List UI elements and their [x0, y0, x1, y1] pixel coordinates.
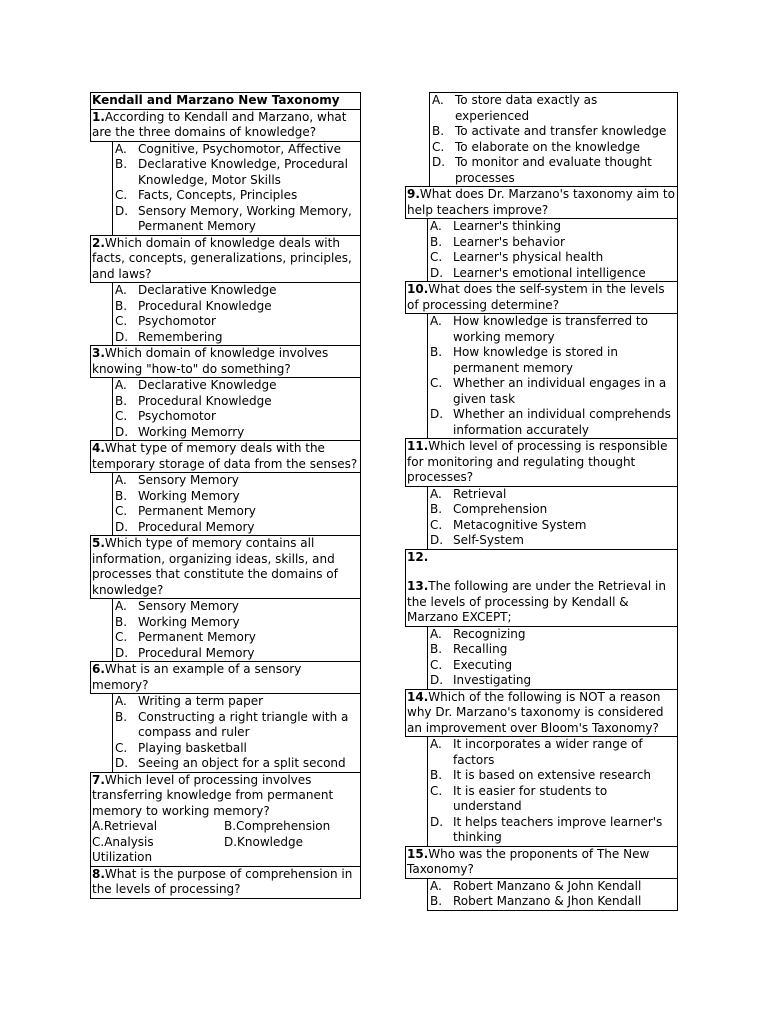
option-letter: D. — [115, 203, 129, 218]
answer-option[interactable] — [113, 394, 360, 410]
option-letter: C. — [115, 504, 128, 518]
option-text: Constructing a right triangle with a compass and ruler — [138, 709, 349, 739]
option-letter: C. — [115, 409, 128, 423]
question-stem: Which level of processing is responsible for monitoring and regulating thought processes? — [407, 439, 668, 484]
option-letter: A. — [115, 283, 127, 297]
question-number: 12. — [407, 549, 429, 564]
option-letter: C. — [115, 630, 128, 644]
answer-option[interactable] — [113, 157, 360, 188]
option-text: Recalling — [453, 642, 508, 656]
option-text: Retrieval — [453, 486, 507, 501]
answer-option[interactable] — [428, 768, 677, 784]
option-text: Declarative Knowledge — [138, 283, 277, 297]
option-letter: B. — [430, 345, 443, 359]
question-stem: What is the purpose of comprehension in the levels of processing? — [92, 866, 353, 896]
option-letter: D. — [430, 407, 444, 421]
option-letter: B. — [430, 894, 443, 908]
question-text — [91, 773, 360, 820]
option-letter: D. — [430, 265, 444, 280]
question-15 — [405, 846, 678, 879]
question-stem: The following are under the Retrieval in the levels of processing by Kendall & Marzano EXCEPT; — [407, 579, 666, 624]
question-14-options — [427, 736, 678, 847]
option-text: Learner's thinking — [453, 219, 561, 233]
answer-option[interactable] — [428, 658, 677, 674]
question-number: 4. — [92, 441, 105, 455]
option-letter: A. — [115, 473, 127, 487]
option-text: Self-System — [453, 533, 524, 547]
right-column — [405, 93, 678, 911]
option-text: Working Memory — [138, 488, 240, 503]
answer-option[interactable] — [113, 409, 360, 425]
option-letter: B. — [115, 298, 128, 313]
question-number: 13. — [407, 579, 429, 593]
question-2 — [90, 235, 361, 284]
option-text: Facts, Concepts, Principles — [138, 188, 298, 202]
option-text: To elaborate on the knowledge — [455, 139, 640, 154]
question-options — [427, 486, 678, 550]
option-text: Executing — [453, 657, 513, 672]
question-number: 11. — [407, 439, 429, 453]
question-options — [112, 282, 361, 346]
question-options — [427, 218, 678, 282]
question-number: 7. — [92, 772, 105, 787]
question-stem: Who was the proponents of The New Taxonomy? — [407, 846, 650, 876]
option-letter: D. — [430, 673, 444, 687]
answer-option[interactable] — [113, 188, 360, 204]
question-number: 2. — [92, 235, 105, 250]
option-a[interactable]: A.Retrieval — [92, 819, 158, 833]
option-letter: D. — [115, 519, 129, 534]
answer-option[interactable] — [113, 756, 360, 772]
question-14 — [405, 689, 678, 738]
option-text: Whether an individual comprehends information accurately — [453, 407, 671, 437]
answer-option[interactable] — [428, 250, 677, 266]
option-letter: C. — [115, 314, 128, 328]
question-text — [91, 536, 360, 598]
answer-option[interactable] — [113, 204, 360, 235]
question-stem: What does the self-system in the levels of processing determine? — [407, 282, 665, 312]
option-text: Permanent Memory — [138, 504, 256, 518]
question-12 — [406, 550, 677, 566]
answer-option[interactable] — [428, 784, 677, 815]
question-number: 15. — [407, 846, 429, 861]
option-letter: C. — [432, 139, 445, 154]
question-10 — [405, 281, 678, 314]
question-text — [406, 282, 677, 313]
answer-option[interactable] — [113, 694, 360, 710]
option-letter: A. — [115, 378, 127, 392]
option-d[interactable]: D.Knowledge — [224, 834, 304, 849]
question-5 — [90, 535, 361, 599]
option-letter: A. — [430, 486, 442, 501]
question-13-options — [427, 626, 678, 690]
option-letter: D. — [115, 329, 129, 344]
answer-option[interactable] — [428, 502, 677, 518]
question-9 — [405, 186, 678, 219]
option-c-continued: Utilization — [92, 850, 153, 864]
option-letter: A. — [430, 626, 442, 641]
option-text: To store data exactly as experienced — [455, 93, 598, 123]
answer-option[interactable] — [430, 93, 677, 124]
option-c[interactable]: C.Analysis — [92, 834, 154, 849]
answer-option[interactable] — [113, 378, 360, 394]
option-text: Working Memory — [138, 614, 240, 629]
answer-option[interactable] — [428, 407, 677, 438]
option-letter: C. — [430, 517, 443, 532]
question-text — [91, 662, 360, 693]
option-text: It helps teachers improve learner's thinking — [453, 814, 663, 844]
question-options — [112, 693, 361, 773]
question-12-13 — [405, 549, 678, 627]
question-options — [112, 598, 361, 662]
option-letter: C. — [430, 657, 443, 672]
option-text: Learner's behavior — [453, 234, 565, 249]
option-letter: A. — [115, 141, 127, 156]
question-text — [91, 441, 360, 472]
question-text — [91, 236, 360, 283]
question-stem: Which of the following is NOT a reason why Dr. Marzano's taxonomy is considered an improvement over Bloom's Taxonomy? — [407, 689, 664, 735]
option-letter: B. — [115, 614, 128, 629]
question-options — [112, 472, 361, 536]
answer-option[interactable] — [428, 314, 677, 345]
question-number: 9. — [407, 187, 420, 201]
answer-option[interactable] — [113, 473, 360, 489]
option-letter: D. — [432, 155, 446, 169]
option-text: Procedural Knowledge — [138, 298, 272, 313]
answer-option[interactable] — [428, 673, 677, 689]
option-text: Psychomotor — [138, 409, 216, 423]
question-number: 14. — [407, 689, 429, 704]
question-text — [91, 867, 360, 898]
option-letter: B. — [115, 393, 128, 408]
answer-option[interactable] — [113, 710, 360, 741]
answer-option[interactable] — [430, 124, 677, 140]
option-text: Psychomotor — [138, 314, 216, 328]
option-text: It is easier for students to understand — [453, 783, 608, 813]
question-number: 8. — [92, 866, 105, 881]
option-text: Seeing an object for a split second — [138, 756, 346, 770]
option-letter: C. — [115, 740, 128, 755]
question-13-text — [406, 579, 677, 626]
option-text: Recognizing — [453, 626, 526, 641]
option-text: Whether an individual engages in a given task — [453, 376, 667, 406]
option-letter: B. — [430, 234, 443, 249]
answer-option[interactable] — [428, 518, 677, 534]
question-text — [91, 110, 360, 141]
left-column — [90, 93, 361, 899]
answer-option[interactable] — [113, 741, 360, 757]
question-text — [406, 187, 677, 218]
question-stem: Which domain of knowledge involves knowing "how-to" do something? — [92, 346, 329, 376]
question-number: 1. — [92, 109, 105, 124]
option-letter: B. — [115, 157, 128, 171]
option-text: Procedural Memory — [138, 645, 255, 660]
option-text: It is based on extensive research — [453, 768, 652, 782]
answer-option[interactable] — [113, 330, 360, 346]
option-text: Playing basketball — [138, 740, 247, 755]
option-text: Robert Manzano & John Kendall — [453, 878, 642, 893]
question-stem: Which level of processing involves transferring knowledge from permanent memory to working memory? — [92, 772, 334, 818]
answer-option[interactable] — [428, 894, 677, 910]
option-text: Procedural Memory — [138, 519, 255, 534]
question-text — [406, 439, 677, 486]
option-text: Procedural Knowledge — [138, 393, 272, 408]
inline-options — [91, 819, 360, 866]
option-text: Sensory Memory, Working Memory, Permanent Memory — [138, 203, 352, 233]
option-letter: A. — [430, 219, 442, 233]
option-letter: B. — [430, 502, 443, 516]
answer-option[interactable] — [430, 140, 677, 156]
answer-option[interactable] — [428, 235, 677, 251]
question-stem: Which domain of knowledge deals with facts, concepts, generalizations, principles, and laws? — [92, 235, 352, 281]
option-letter: D. — [115, 645, 129, 660]
answer-option[interactable] — [113, 630, 360, 646]
option-letter: C. — [430, 376, 443, 390]
answer-option[interactable] — [428, 879, 677, 895]
answer-option[interactable] — [428, 219, 677, 235]
answer-option[interactable] — [430, 155, 677, 186]
option-letter: D. — [115, 756, 129, 770]
option-b[interactable]: B.Comprehension — [224, 819, 331, 833]
option-text: Robert Manzano & Jhon Kendall — [453, 894, 642, 908]
answer-option[interactable] — [428, 533, 677, 549]
answer-option[interactable] — [428, 345, 677, 376]
question-stem: According to Kendall and Marzano, what are the three domains of knowledge? — [92, 109, 347, 139]
option-text: How knowledge is transferred to working memory — [453, 314, 648, 344]
question-number: 3. — [92, 346, 105, 360]
question-text — [406, 690, 677, 737]
option-text: To activate and transfer knowledge — [455, 124, 667, 138]
question-text — [406, 847, 677, 878]
question-8-options — [429, 92, 678, 187]
option-letter: A. — [430, 878, 442, 893]
answer-option[interactable] — [428, 737, 677, 768]
option-text: Remembering — [138, 329, 223, 344]
question-8 — [90, 866, 361, 899]
option-text: Sensory Memory — [138, 473, 239, 487]
question-6 — [90, 661, 361, 694]
answer-option[interactable] — [428, 376, 677, 407]
question-stem: What does Dr. Marzano's taxonomy aim to help teachers improve? — [407, 187, 675, 217]
answer-option[interactable] — [428, 815, 677, 846]
question-15-options — [427, 878, 678, 911]
question-number: 10. — [407, 282, 429, 296]
option-letter: B. — [430, 642, 443, 656]
option-letter: C. — [430, 783, 443, 798]
question-text — [91, 346, 360, 377]
option-letter: B. — [115, 709, 128, 724]
answer-option[interactable] — [113, 599, 360, 615]
answer-option[interactable] — [428, 642, 677, 658]
option-letter: D. — [430, 814, 444, 829]
document-title: Kendall and Marzano New Taxonomy — [90, 92, 361, 110]
question-1 — [90, 109, 361, 142]
answer-option[interactable] — [428, 487, 677, 503]
option-letter: A. — [115, 694, 127, 708]
left-questions — [90, 109, 361, 773]
option-letter: B. — [432, 124, 445, 138]
right-questions — [405, 186, 678, 550]
answer-option[interactable] — [113, 425, 360, 441]
option-text: Writing a term paper — [138, 694, 264, 708]
option-text: Metacognitive System — [453, 517, 587, 532]
question-options — [427, 313, 678, 439]
question-options — [112, 377, 361, 441]
option-letter: C. — [430, 250, 443, 264]
answer-option[interactable] — [113, 615, 360, 631]
question-11 — [405, 438, 678, 487]
answer-option[interactable] — [113, 283, 360, 299]
answer-option[interactable] — [113, 520, 360, 536]
question-number: 5. — [92, 536, 105, 550]
option-text: Declarative Knowledge — [138, 378, 277, 392]
option-text: How knowledge is stored in permanent memory — [453, 345, 618, 375]
option-letter: A. — [115, 599, 127, 613]
question-stem: What type of memory deals with the temporary storage of data from the senses? — [92, 441, 358, 471]
question-options — [112, 141, 361, 236]
question-7 — [90, 772, 361, 867]
answer-option[interactable] — [428, 627, 677, 643]
answer-option[interactable] — [113, 489, 360, 505]
question-stem: Which type of memory contains all information, organizing ideas, skills, and processes that constitute the domains of knowledge? — [92, 536, 338, 597]
answer-option[interactable] — [113, 299, 360, 315]
option-letter: A. — [432, 93, 444, 107]
question-3 — [90, 345, 361, 378]
answer-option[interactable] — [113, 504, 360, 520]
option-text: It incorporates a wider range of factors — [453, 737, 643, 767]
option-text: Declarative Knowledge, Procedural Knowledge, Motor Skills — [138, 157, 348, 187]
answer-option[interactable] — [428, 266, 677, 282]
option-text: Investigating — [453, 673, 532, 687]
option-letter: B. — [430, 768, 443, 782]
option-text: Cognitive, Psychomotor, Affective — [138, 141, 341, 156]
option-text: Learner's emotional intelligence — [453, 265, 646, 280]
option-text: Working Memorry — [138, 424, 245, 439]
option-letter: D. — [115, 424, 129, 439]
answer-option[interactable] — [113, 646, 360, 662]
answer-option[interactable] — [113, 142, 360, 158]
answer-option[interactable] — [113, 314, 360, 330]
option-letter: C. — [115, 188, 128, 202]
option-text: Sensory Memory — [138, 599, 239, 613]
question-4 — [90, 440, 361, 473]
option-letter: D. — [430, 533, 444, 547]
option-letter: A. — [430, 314, 442, 328]
option-text: To monitor and evaluate thought processes — [455, 155, 652, 185]
question-stem: What is an example of a sensory memory? — [92, 662, 302, 692]
option-text: Learner's physical health — [453, 250, 604, 264]
option-text: Permanent Memory — [138, 630, 256, 644]
option-letter: B. — [115, 488, 128, 503]
option-letter: A. — [430, 737, 442, 751]
question-number: 6. — [92, 662, 105, 676]
option-text: Comprehension — [453, 502, 548, 516]
